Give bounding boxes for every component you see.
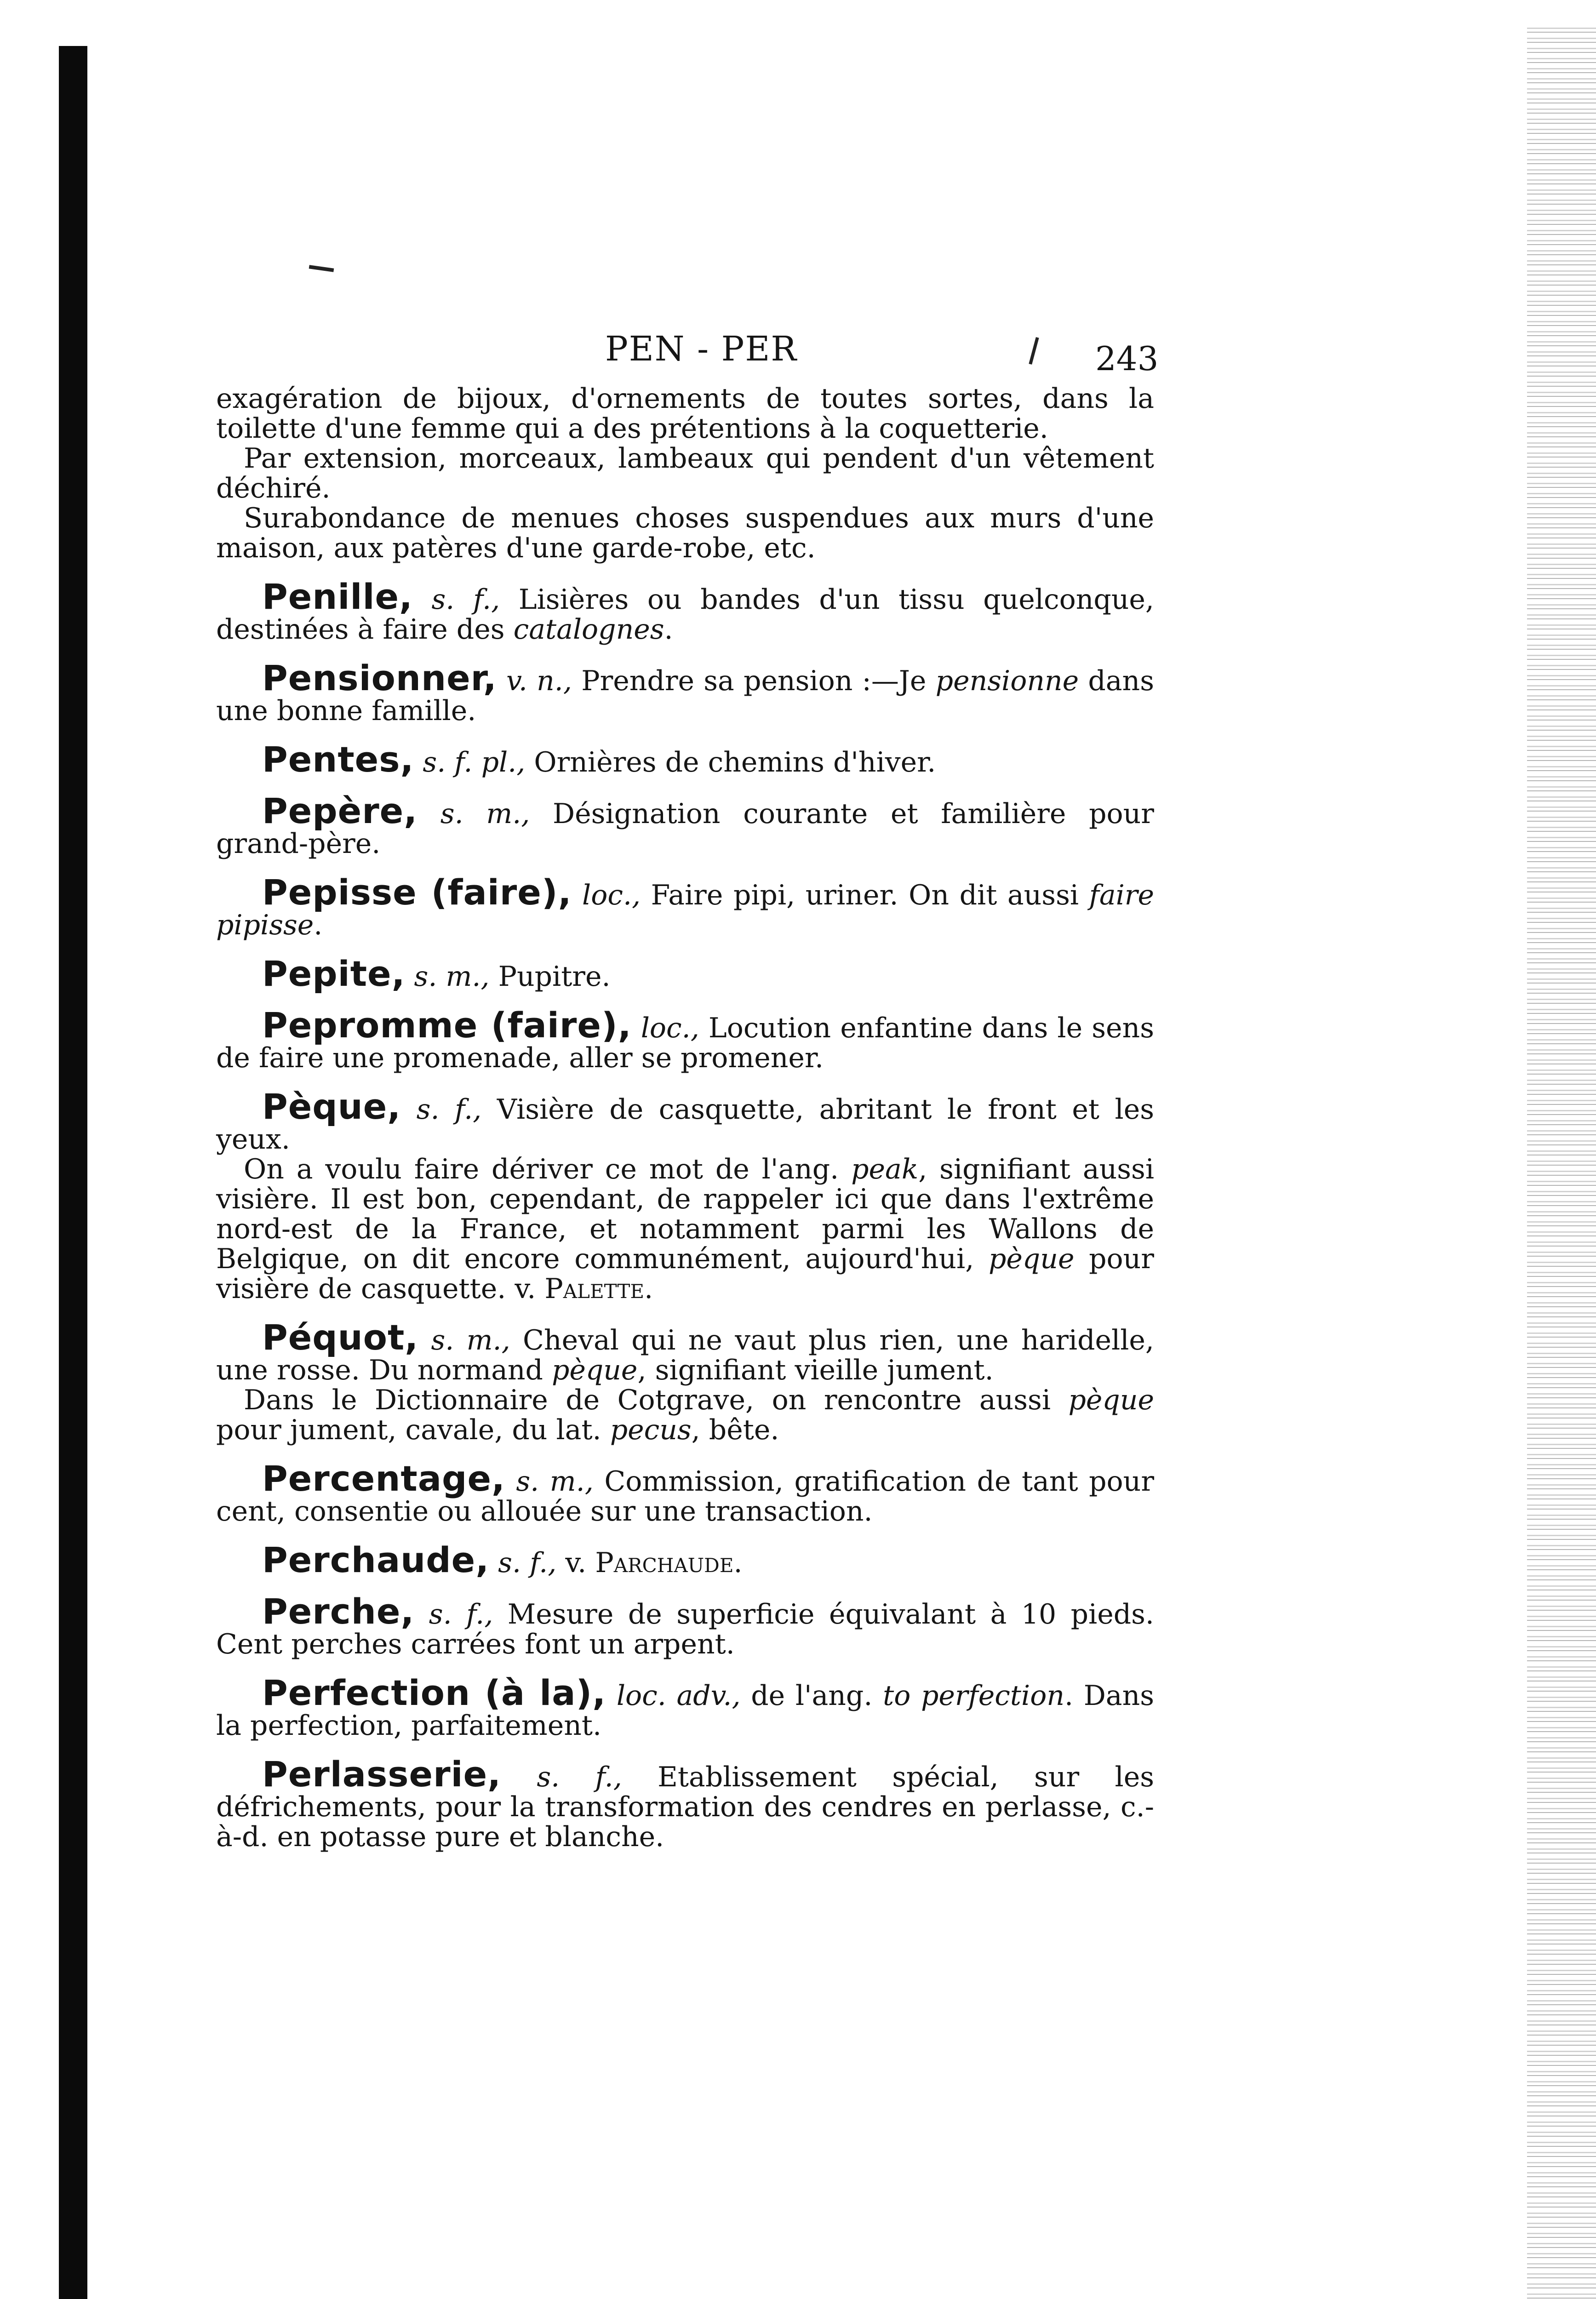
entry-note bbox=[216, 1385, 1154, 1445]
grammar-label: s. f. pl., bbox=[423, 746, 526, 778]
italic-term: pèque bbox=[988, 1243, 1075, 1275]
grammar-label: s. f., bbox=[429, 1598, 493, 1630]
binding-edge bbox=[59, 46, 87, 2299]
definition-tail: dans une bonne famille. bbox=[216, 665, 1154, 727]
definition: Locution enfantine dans le sens de faire une promenade, aller se promener. bbox=[216, 1012, 1154, 1074]
entry-pepere bbox=[216, 790, 1154, 860]
definition: v. bbox=[556, 1547, 595, 1579]
headword: Pentes, bbox=[262, 739, 414, 780]
scan-edge-noise bbox=[1527, 28, 1596, 2299]
grammar-label: loc. adv., bbox=[616, 1680, 741, 1712]
headword: Perfection (à la), bbox=[262, 1672, 606, 1713]
italic-term: catalognes bbox=[513, 613, 664, 646]
grammar-label: s. m., bbox=[431, 1324, 510, 1356]
definition: Visière de casquette, abritant le front et les yeux. bbox=[216, 1093, 1155, 1155]
definition: Pupitre. bbox=[489, 961, 611, 993]
running-head: PEN - PER bbox=[605, 329, 798, 369]
entry-pepite bbox=[216, 953, 1154, 994]
definition: Faire pipi, uriner. On dit aussi bbox=[641, 879, 1089, 911]
grammar-label: s. m., bbox=[414, 961, 490, 993]
grammar-label: s. m., bbox=[516, 1465, 594, 1498]
note-text: pour jument, cavale, du lat. bbox=[216, 1414, 610, 1446]
entry-pensionner bbox=[216, 658, 1154, 727]
grammar-label: s. f., bbox=[498, 1547, 557, 1579]
entry-note bbox=[216, 1155, 1154, 1304]
definition: Mesure de superficie équivalant à 10 pieds. Cent perches carrées font un arpent. bbox=[216, 1598, 1155, 1660]
entry-perfection bbox=[216, 1672, 1155, 1742]
entry-peque bbox=[216, 1086, 1155, 1155]
definition-tail: . bbox=[314, 909, 323, 941]
headword: Pensionner, bbox=[262, 658, 497, 698]
definition-tail: . Dans la perfection, parfaitement. bbox=[216, 1680, 1155, 1742]
italic-term: faire pipisse bbox=[216, 879, 1154, 941]
grammar-label: loc., bbox=[641, 1012, 699, 1044]
page-number: 243 bbox=[1095, 339, 1159, 378]
continuation-paragraph: Surabondance de menues choses suspendues aux murs d'une maison, aux patères d'une garde-robe, etc. bbox=[216, 502, 1154, 564]
headword: Perchaude, bbox=[262, 1539, 490, 1580]
definition: , signifiant vieille jument. bbox=[637, 1354, 994, 1386]
italic-term: pèque bbox=[551, 1354, 638, 1386]
definition: Ornières de chemins d'hiver. bbox=[525, 746, 936, 778]
headword: Pepère, bbox=[262, 790, 418, 831]
headword: Péquot, bbox=[262, 1317, 419, 1358]
grammar-label: s. m., bbox=[440, 798, 530, 830]
headword: Perche, bbox=[262, 1591, 415, 1632]
definition: Cheval qui ne vaut plus rien, une haridelle, une rosse. Du normand bbox=[216, 1324, 1154, 1386]
italic-term: pecus bbox=[610, 1414, 692, 1446]
headword: Pepisse (faire), bbox=[262, 872, 572, 913]
definition: de l'ang. bbox=[740, 1680, 883, 1712]
note-text: On a voulu faire dériver ce mot de l'ang. bbox=[244, 1153, 852, 1185]
headword: Percentage, bbox=[262, 1458, 505, 1499]
italic-term: peak bbox=[851, 1153, 919, 1185]
definition: Commission, gratification de tant pour cent, consentie ou allouée sur une transaction. bbox=[216, 1465, 1155, 1527]
headword: Penille, bbox=[262, 576, 413, 617]
stray-dash-mark bbox=[309, 265, 334, 272]
headword: Pepite, bbox=[262, 953, 406, 994]
grammar-label: loc., bbox=[582, 879, 641, 911]
headword: Pepromme (faire), bbox=[262, 1005, 632, 1046]
entry-perche bbox=[216, 1591, 1155, 1660]
definition-tail: . bbox=[733, 1547, 743, 1579]
note-text: , bête. bbox=[691, 1414, 779, 1446]
cross-reference: Parchaude bbox=[595, 1547, 734, 1579]
note-text: pour visière de casquette. v. bbox=[216, 1243, 1154, 1305]
grammar-label: v. n., bbox=[506, 665, 572, 697]
note-text: Dans le Dictionnaire de Cotgrave, on rencontre aussi bbox=[244, 1384, 1069, 1416]
entry-pentes bbox=[216, 739, 1154, 780]
cross-reference: Palette bbox=[544, 1273, 645, 1305]
grammar-label: s. f., bbox=[416, 1093, 482, 1126]
italic-term: to perfection bbox=[883, 1680, 1064, 1712]
dictionary-text bbox=[216, 384, 1154, 1852]
headword: Perlasserie, bbox=[262, 1754, 502, 1795]
grammar-label: s. f., bbox=[537, 1761, 622, 1793]
entry-perchaude bbox=[216, 1539, 1154, 1580]
definition: Lisières ou bandes d'un tissu quelconque, destinées à faire des bbox=[216, 583, 1154, 646]
italic-term: pensionne bbox=[935, 665, 1079, 697]
definition: Prendre sa pension :—Je bbox=[572, 665, 936, 697]
definition-tail: . bbox=[664, 613, 673, 646]
headword: Pèque, bbox=[262, 1086, 401, 1127]
italic-term: pèque bbox=[1068, 1384, 1154, 1416]
entry-percentage bbox=[216, 1458, 1155, 1527]
grammar-label: s. f., bbox=[431, 583, 500, 616]
definition: Etablissement spécial, sur les défrichements, pour la transformation des cendres en perlasse, c.-à-d. en potasse pure et blanche. bbox=[216, 1761, 1154, 1853]
entry-penille bbox=[216, 576, 1154, 646]
note-text: , signifiant aussi visière. Il est bon, cependant, de rappeler ici que dans l'extrême nord-est de la France, et notamment parmi les Wallons de Belgique, on dit encore communément, aujourd'hui, bbox=[216, 1153, 1155, 1275]
definition: Désignation courante et familière pour grand-père. bbox=[216, 798, 1154, 860]
continuation-paragraph: exagération de bijoux, d'ornements de toutes sortes, dans la toilette d'une femme qui a des prétentions à la coquetterie. bbox=[216, 383, 1154, 445]
entry-pequot bbox=[216, 1317, 1154, 1386]
entry-perlasserie bbox=[216, 1754, 1154, 1853]
note-text: . bbox=[644, 1273, 653, 1305]
entry-pepromme bbox=[216, 1005, 1154, 1074]
stray-tick-mark bbox=[1029, 337, 1039, 365]
continuation-paragraph: Par extension, morceaux, lambeaux qui pendent d'un vêtement déchiré. bbox=[216, 442, 1154, 504]
entry-pepisse bbox=[216, 872, 1154, 941]
